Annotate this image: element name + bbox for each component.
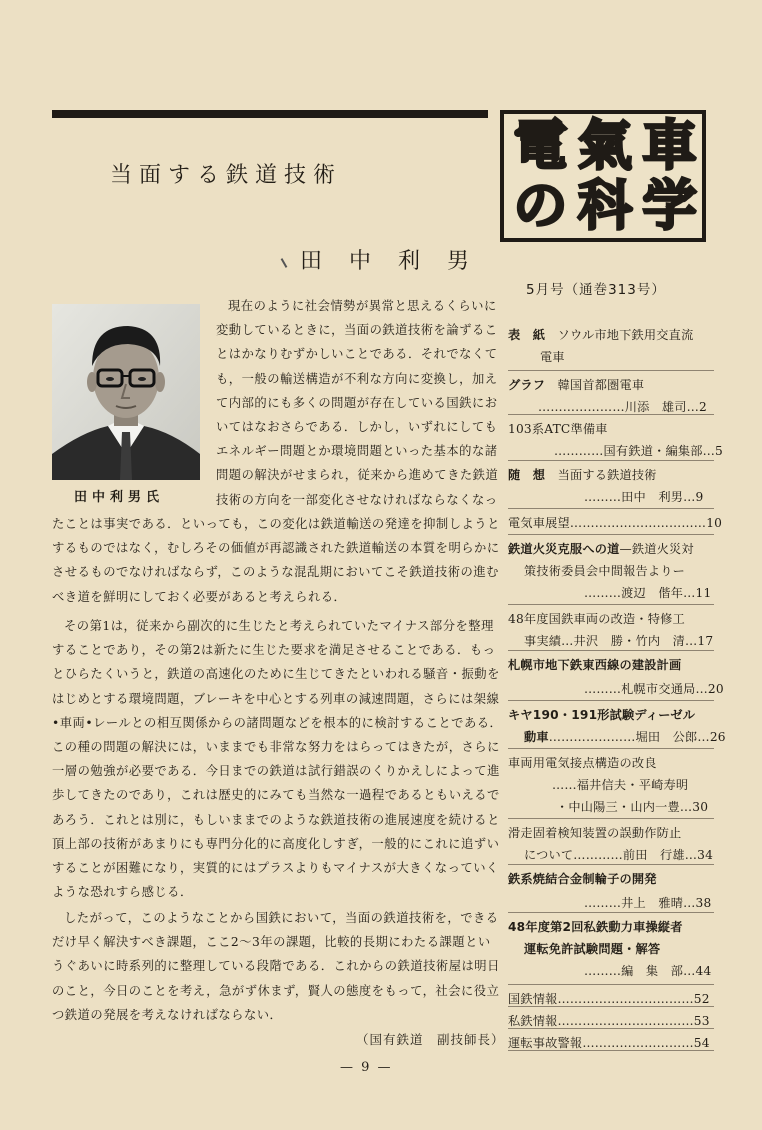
toc-divider: [508, 414, 714, 415]
toc-entry: [524, 940, 660, 957]
toc-entry: [508, 466, 657, 483]
toc-entry: [508, 870, 657, 887]
toc-entry: [584, 488, 703, 505]
text-line: 問題の解決がせまられ，従来から進めてきた鉄道: [216, 468, 499, 483]
toc-divider: [508, 700, 714, 701]
magazine-logo: [500, 110, 706, 242]
toc-bold-title: 48年度第2回私鉄動力車操縦者: [508, 920, 683, 934]
toc-entry: [584, 894, 711, 911]
toc-text: 電気車展望……………………………10: [508, 516, 723, 530]
logo-character: 氣: [577, 114, 632, 177]
toc-divider: [508, 650, 714, 651]
logo-character: 車: [642, 114, 697, 177]
toc-text: …………………堀田 公郎…26: [548, 730, 726, 744]
toc-text: ・中山陽三・山内一豊…30: [556, 800, 709, 814]
toc-text: 当面する鉄道技術: [557, 468, 657, 482]
toc-divider: [508, 864, 714, 865]
toc-text: 103系ATC準備車: [508, 422, 608, 436]
toc-text: ………渡辺 偕年…11: [584, 586, 712, 600]
text-line: この種の問題の解決には，いままでも非常な努力をはらってはきたが，さらに: [52, 739, 500, 754]
toc-text: 車両用電気接点構造の改良: [508, 756, 657, 770]
toc-divider: [508, 984, 714, 985]
toc-entry: [508, 540, 694, 557]
text-line: て内部的にも多くの問題が存在している国鉄にお: [216, 395, 498, 410]
toc-entry: [508, 706, 695, 723]
toc-text: 事実績…井沢 勝・竹内 清…17: [524, 634, 714, 648]
toc-text: 48年度国鉄車両の改造・特修工: [508, 612, 685, 626]
page-number: — 9 —: [340, 1060, 393, 1075]
toc-text: —鉄道火災対: [619, 542, 694, 556]
photo-caption: 田中利男氏: [74, 490, 165, 505]
toc-divider: [508, 1006, 714, 1007]
text-line: とひらたくいうと，鉄道の高速化のために生じてきたといわれる騒音・振動を: [52, 667, 500, 682]
toc-text: ………田中 利男…9: [584, 490, 704, 504]
toc-bold-title: 鉄系焼結合金制輪子の開発: [508, 872, 657, 886]
article-paragraph-2: [52, 614, 503, 904]
decorative-mark: [281, 258, 288, 268]
text-line: 技術の方向を一部変化させなければならなくなっ: [216, 492, 498, 507]
toc-text: ソウル市地下鉄用交直流: [557, 328, 694, 342]
toc-text: ………編 集 部…44: [584, 964, 712, 978]
text-line: ような恐れすら感じる．: [52, 885, 193, 900]
toc-divider: [508, 604, 714, 605]
toc-entry: [584, 584, 711, 601]
toc-divider: [508, 1028, 714, 1029]
toc-entry: [508, 376, 644, 393]
logo-character: の: [513, 174, 568, 237]
header-rule: [52, 110, 488, 118]
toc-divider: [508, 912, 714, 913]
text-line: あろう．これとは別に，もしいままでのような鉄道技術の進展速度を続けると: [52, 812, 500, 827]
toc-divider: [508, 818, 714, 819]
text-line: はじめとする環境問題，ブレーキを中心とする列車の減速問題，さらには架線: [52, 691, 500, 706]
toc-section-label: 表 紙: [508, 328, 546, 342]
toc-entry: [538, 398, 707, 415]
toc-divider: [508, 534, 714, 535]
toc-entry: [508, 514, 722, 531]
toc-text: 滑走固着検知装置の誤動作防止: [508, 826, 682, 840]
text-line: その第1は，従来から副次的に生じたと考えられていたマイナス部分を整理: [64, 619, 494, 633]
text-line: することが困難になり，実質的にはプラスよりもマイナスが大きくなっていく: [52, 860, 499, 875]
article-paragraph-1-continued: [52, 512, 500, 609]
toc-text: ………井上 雅晴…38: [584, 896, 712, 910]
text-line: うぐあいに時系列的に整理している段階である．これからの鉄道技術屋は明日: [52, 959, 500, 974]
text-line: とはかなりむずかしいことである．それでなくて: [216, 347, 498, 362]
author-name: 田 中 利 男: [300, 249, 479, 274]
text-line: べき道を鮮明にしておく必要があると考えられる．: [52, 589, 347, 604]
toc-entry: [508, 754, 657, 771]
toc-text: について…………前田 行雄…34: [524, 848, 714, 862]
toc-entry: [524, 562, 685, 579]
text-line: いてはなおさらである．しかし，いずれにしても: [216, 419, 498, 434]
text-line: 変動しているときに，当面の鉄道技術を論ずるこ: [216, 323, 498, 338]
toc-text: 運転事故警報………………………54: [508, 1036, 710, 1050]
toc-text: …………国有鉄道・編集部…5: [554, 444, 723, 458]
toc-entry: [556, 798, 708, 815]
toc-divider: [508, 370, 714, 371]
text-line: 一層の勉強が必要である．今日までの鉄道は試行錯誤のくりかえしによって進: [52, 764, 500, 779]
toc-entry: [508, 824, 681, 841]
toc-bold-title: 札幌市地下鉄東西線の建設計画: [508, 658, 682, 672]
text-line: させるものでなければならず，このような混乱期においてこそ鉄道技術の進む: [52, 565, 499, 580]
author-photo: [52, 304, 200, 480]
toc-entry: [584, 962, 711, 979]
toc-entry: [524, 728, 726, 745]
logo-character: 電: [513, 114, 568, 177]
toc-entry: [508, 420, 608, 437]
toc-divider: [508, 1050, 714, 1051]
toc-divider: [508, 748, 714, 749]
text-line: のこと，今日のことを考え，急がず休まず，賢人の態度をもって，社会に役立: [52, 983, 500, 998]
toc-text: 国鉄情報……………………………52: [508, 992, 710, 1006]
toc-entry: [508, 326, 693, 343]
toc-entry: [508, 1034, 710, 1051]
text-line: 歩してきたのであり，これは歴史的にみても当然な一過程であるともいえるで: [52, 788, 500, 803]
toc-divider: [508, 508, 714, 509]
issue-number: 5月号（通巻313号）: [526, 282, 666, 298]
article-title: 当面する鉄道技術: [110, 163, 343, 188]
toc-entry: [508, 918, 683, 935]
toc-text: ……福井信夫・平崎寿明: [552, 778, 689, 792]
toc-text: 電車: [540, 350, 565, 364]
toc-entry: [540, 348, 565, 365]
toc-bold-title: 鉄道火災克服への道: [508, 542, 620, 556]
article-paragraph-1: [216, 294, 499, 512]
text-line: するものではなく，むしろその価値が再認識された鉄道輸送の本質を明らかに: [52, 541, 500, 556]
toc-entry: [508, 656, 681, 673]
toc-text: 策技術委員会中間報告よりー: [524, 564, 686, 578]
text-line: •車両•レールとの相互関係からの諸問題などを根本的に検討することである．: [52, 715, 503, 730]
toc-entry: [508, 990, 710, 1007]
article-paragraph-3: [52, 906, 500, 1027]
text-line: したがって，このようなことから国鉄において，当面の鉄道技術を，できる: [64, 911, 499, 925]
toc-text: 韓国首都圏電車: [557, 378, 645, 392]
toc-bold-title: キヤ190・191形試験ディーゼル: [508, 708, 696, 722]
text-line: も，一般の輸送構造が不利な方向に変換し，加え: [216, 371, 498, 386]
text-line: することであり，その第2は新たに生じた要求を満足させることである．もっ: [52, 643, 496, 658]
text-line: だけ早く解決すべき課題，ここ2〜3年の課題，比較的長期にわたる課題とい: [52, 935, 491, 950]
toc-section-label: グラフ: [508, 378, 546, 392]
text-line: 頂上部の技術があまりにも専門分化的に高度化しすぎ，一般的にこれに追ずい: [52, 836, 500, 851]
toc-entry: [524, 632, 713, 649]
logo-character: 学: [642, 174, 697, 237]
toc-entry: [584, 680, 724, 697]
toc-entry: [508, 1012, 710, 1029]
toc-text: ………札幌市交通局…20: [584, 682, 724, 696]
toc-section-label: 随 想: [508, 468, 546, 482]
toc-entry: [524, 846, 713, 863]
toc-entry: [554, 442, 723, 459]
toc-entry: [508, 610, 685, 627]
text-line: エネルギー問題とか環境問題といった基本的な諸: [216, 444, 498, 459]
toc-bold-title: 動車: [524, 730, 549, 744]
text-line: たことは事実である．といっても，この変化は鉄道輸送の発達を抑制しようと: [52, 517, 500, 531]
author-affiliation: （国有鉄道 副技師長）: [356, 1032, 505, 1047]
logo-character: 科: [577, 174, 632, 237]
toc-entry: [552, 776, 688, 793]
toc-text: 私鉄情報……………………………53: [508, 1014, 710, 1028]
portrait-image: [52, 304, 200, 480]
toc-divider: [508, 460, 714, 461]
toc-bold-title: 運転免許試験問題・解答: [524, 942, 661, 956]
text-line: 現在のように社会情勢が異常と思えるくらいに: [228, 299, 497, 313]
toc-text: …………………川添 雄司…2: [538, 400, 707, 414]
text-line: つ鉄道の発展を考えなければならない．: [52, 1007, 283, 1022]
